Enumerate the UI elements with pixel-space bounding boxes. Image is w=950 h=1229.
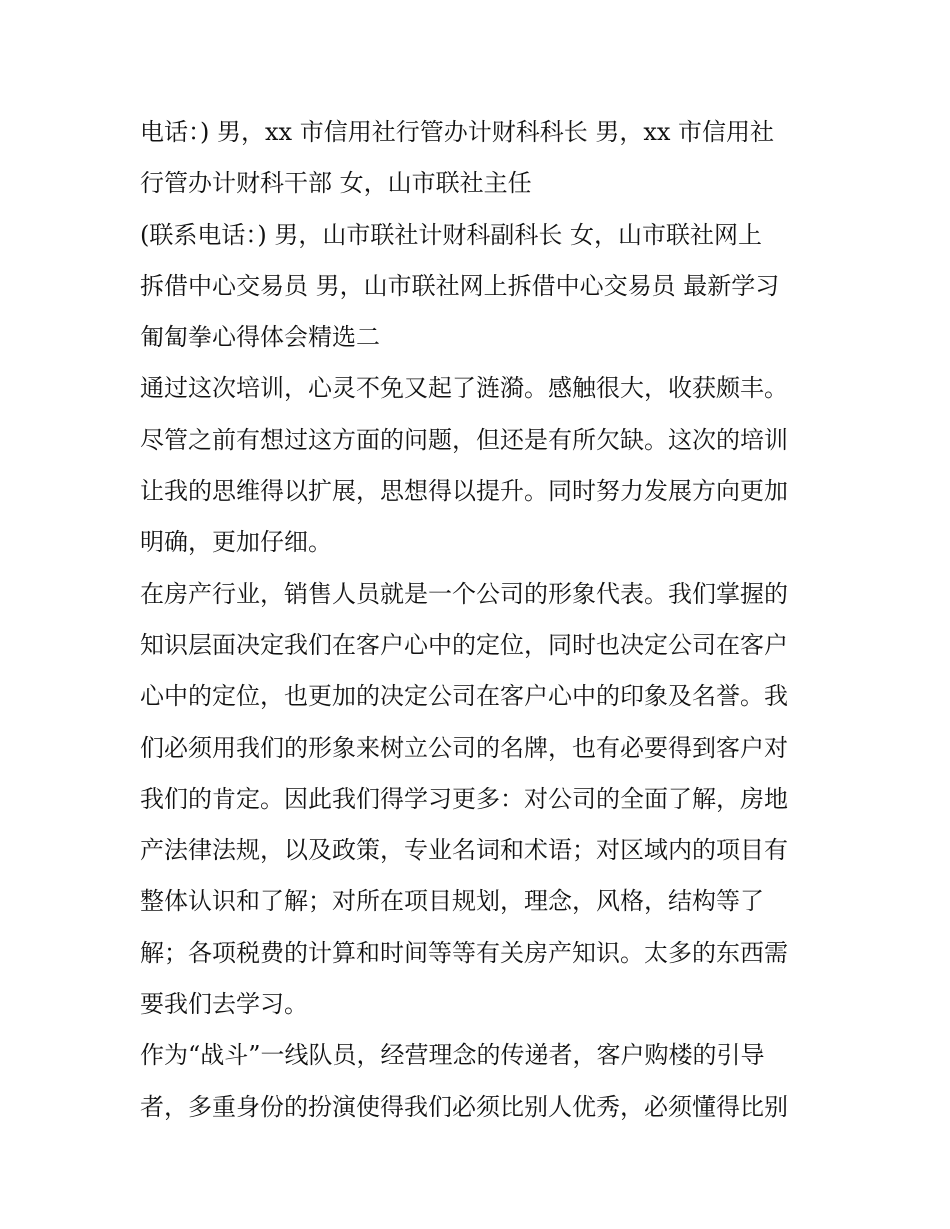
- text-line: 拆借中心交易员 男，山市联社网上拆借中心交易员 最新学习: [140, 271, 780, 300]
- text-line: 让我的思维得以扩展，思想得以提升。同时努力发展方向更加: [140, 477, 788, 506]
- text-line: 明确，更加仔细。: [140, 528, 332, 557]
- text-line: 通过这次培训，心灵不免又起了涟漪。感触很大，收获颇丰。: [140, 374, 788, 403]
- text-line: 要我们去学习。: [140, 990, 308, 1019]
- text-line: 心中的定位，也更加的决定公司在客户心中的印象及名誉。我: [140, 682, 788, 711]
- text-line: 在房产行业，销售人员就是一个公司的形象代表。我们掌握的: [140, 579, 788, 608]
- text-line: 们必须用我们的形象来树立公司的名牌，也有必要得到客户对: [140, 733, 788, 762]
- text-line: 电话：) 男，xx 市信用社行管办计财科科长 男，xx 市信用社: [140, 118, 775, 146]
- document-body: [140, 107, 820, 1133]
- text-line: 者，多重身份的扮演使得我们必须比别人优秀，必须懂得比别: [140, 1092, 788, 1121]
- text-line: 解；各项税费的计算和时间等等有关房产知识。太多的东西需: [140, 938, 788, 967]
- text-line: 产法律法规，以及政策，专业名词和术语；对区域内的项目有: [140, 836, 788, 865]
- text-line: 作为“战斗”一线队员，经营理念的传递者，客户购楼的引导: [140, 1041, 765, 1070]
- text-line: 尽管之前有想过这方面的问题，但还是有所欠缺。这次的培训: [140, 425, 788, 454]
- text-line: 匍匐拳心得体会精选二: [140, 323, 380, 352]
- text-line: (联系电话：) 男，山市联社计财科副科长 女，山市联社网上: [140, 220, 762, 249]
- text-line: 行管办计财科干部 女，山市联社主任: [140, 169, 532, 198]
- text-line: 知识层面决定我们在客户心中的定位，同时也决定公司在客户: [140, 630, 788, 659]
- text-line: 整体认识和了解；对所在项目规划，理念，风格，结构等了: [140, 887, 764, 916]
- text-line: 我们的肯定。因此我们得学习更多：对公司的全面了解，房地: [140, 784, 788, 813]
